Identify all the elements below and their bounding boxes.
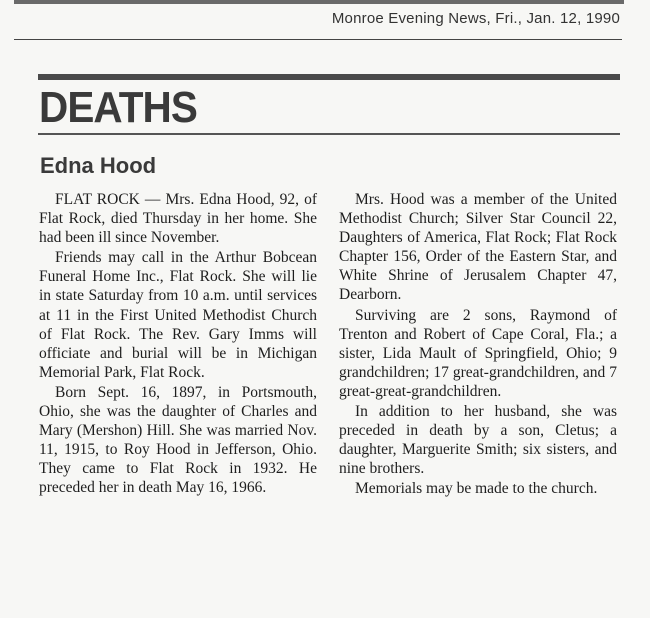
section-title: DEATHS	[39, 83, 197, 132]
obituary-paragraph: Friends may call in the Arthur Bobcean Funeral Home Inc., Flat Rock. She will lie in state Saturday from 10 a.m. until services at 11 in the First United Methodist Church of Flat Rock. The Rev. Gary Imms will officiate and burial will be in Michigan Memorial Park, Flat Rock.	[39, 249, 317, 381]
section-header-rule-bottom	[38, 133, 620, 135]
obituary-headline: Edna Hood	[40, 153, 157, 178]
section-header-rule-top	[38, 74, 620, 80]
obituary-paragraph: FLAT ROCK — Mrs. Edna Hood, 92, of Flat Rock, died Thursday in her home. She had been ill since November.	[39, 191, 317, 247]
dateline-rule	[14, 39, 622, 40]
top-border-rule	[14, 0, 624, 4]
obituary-paragraph: Born Sept. 16, 1897, in Portsmouth, Ohio, she was the daughter of Charles and Mary (Mershon) Hill. She was married Nov. 11, 1915, to Roy Hood in Jefferson, Ohio. They came to Flat Rock in 1932. He preceded her in death May 16, 1966.	[39, 383, 317, 497]
obituary-paragraph: Mrs. Hood was a member of the United Methodist Church; Silver Star Council 22, Daughters of America, Flat Rock; Flat Rock Chapter 156, Order of the Eastern Star, and White Shrine of Jerusalem Chapter 47, Dearborn.	[339, 191, 617, 304]
dateline: Monroe Evening News, Fri., Jan. 12, 1990	[331, 10, 620, 27]
obituary-right-column	[339, 190, 617, 500]
obituary-paragraph: Memorials may be made to the church.	[355, 480, 598, 498]
obituary-paragraph: Surviving are 2 sons, Raymond of Trenton and Robert of Cape Coral, Fla.; a sister, Lida Mault of Springfield, Ohio; 9 grandchildren; 17 great-grandchildren, and 7 great-great-grandchildren.	[339, 306, 617, 400]
obituary-paragraph: In addition to her husband, she was preceded in death by a son, Cletus; a daughter, Marguerite Smith; six sisters, and nine brothers.	[339, 403, 617, 478]
obituary-left-column	[39, 190, 317, 499]
